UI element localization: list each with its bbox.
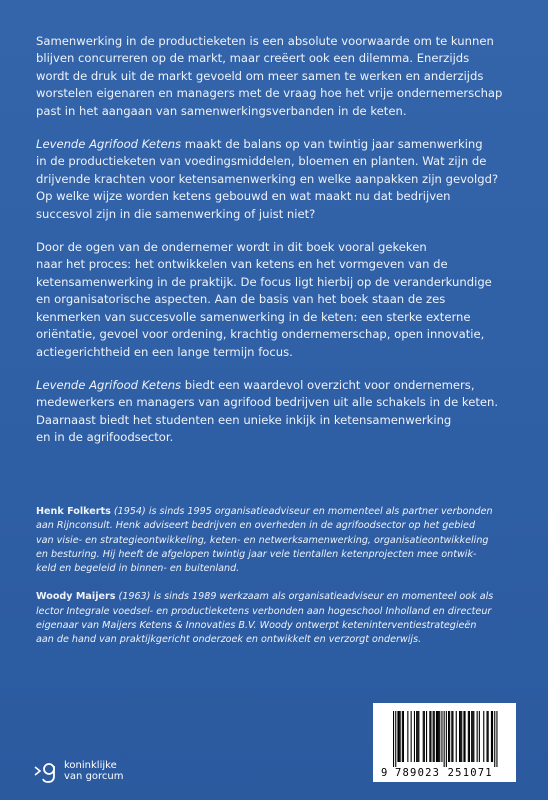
barcode-bar [459, 711, 460, 762]
barcode-bar [479, 711, 480, 762]
barcode-bar [411, 711, 412, 762]
paragraph-balance-text: maakt de balans op van twintig jaar samenwerking in de productieketen van voedingsmiddelen, bloemen en planten. Wat zijn de drijvende krachten voor ketensamenwerking en welke aanpakken zijn gevolgd? Op welke wijze worden ketens gebouwd en wat maakt nu dat bedrijven succesvol zijn in die samenwerking of juist niet? [36, 137, 499, 221]
book-title: Levende Agrifood Ketens [36, 377, 182, 392]
barcode-bar [438, 711, 439, 762]
barcode-bar [472, 711, 473, 762]
isbn-first-digit: 9 [381, 767, 388, 779]
barcode-bar [492, 711, 493, 762]
barcode-bar [473, 711, 474, 762]
barcode-bar [437, 711, 438, 762]
barcode-bar [494, 711, 495, 767]
paragraph-intro: Samenwerking in de productieketen is een absolute voorwaarde om te kunnen blijven concurreren op de markt, maar creëert ook een dilemma. Enerzijds wordt de druk uit de markt gevoeld om meer samen te werken en anderzijds worstelen eigenaren en managers met de vraag hoe het vrije ondernemerschap past in het aangaan van samenwerkingsverbanden in de keten. [36, 34, 503, 118]
barcode-bar [446, 711, 447, 767]
barcode-bar [471, 711, 472, 762]
barcode-bar [402, 711, 403, 762]
barcode-bar [496, 711, 497, 767]
barcode-bar [452, 711, 453, 762]
barcode-bar [407, 711, 408, 762]
publisher-line-2: van gorcum [64, 771, 124, 782]
author-year: (1963) [115, 591, 154, 603]
isbn-digits: 789023 251071 [395, 767, 493, 779]
publisher-line-1: koninklijke [64, 760, 117, 771]
barcode-bar [488, 711, 489, 762]
barcode-bar [416, 711, 417, 762]
barcode-bar [483, 711, 484, 762]
author-bio-intro: is sinds 1995 organisatieadviseur en momenteel als partner verbonden aan Rijnconsult. [36, 506, 493, 532]
barcode-bar [430, 711, 431, 762]
barcode-bar [449, 711, 450, 762]
barcode-bar [465, 711, 466, 762]
barcode-bars [393, 711, 498, 767]
blurb [36, 33, 516, 447]
van-gorcum-logo-icon [34, 758, 60, 784]
barcode-bar [487, 711, 488, 762]
book-title: Levende Agrifood Ketens [36, 137, 182, 152]
barcode-bar [491, 711, 492, 762]
paragraph-overview-text: biedt een waardevol overzicht voor ondernemers, medewerkers en managers van agrifood bedrijven uit alle schakels in de keten. Daarnaast biedt het studenten een unieke inkijk in ketensamenwerking en in de agrifoodsector. [36, 377, 499, 445]
paragraph-process: Door de ogen van de ondernemer wordt in dit boek vooral gekeken naar het proces: het ontwikkelen van ketens en het vormgeven van de ketensamenwerking in de praktijk. De focus ligt hierbij op de veranderkundige en organisatorische aspecten. Aan de basis van het boek staan de zes kenmerken van succesvolle samenwerking in de keten: een sterke externe oriëntatie, gevoel voor ordening, krachtig ondernemerschap, open innovatie, actiegerichtheid en een lange termijn focus. [36, 240, 492, 359]
barcode-bar [434, 711, 435, 762]
barcode-bar [439, 711, 440, 762]
barcode-bar [403, 711, 404, 762]
barcode-bar [423, 711, 424, 762]
barcode-bar [456, 711, 457, 762]
paragraph-balance [36, 136, 516, 223]
author-bio-folkerts [36, 505, 516, 576]
barcode-bar [444, 711, 445, 767]
barcode-bar [417, 711, 418, 762]
author-year: (1954) [110, 506, 149, 517]
publisher-logo [34, 758, 124, 784]
barcode-bar [461, 711, 462, 762]
barcode-bar [429, 711, 430, 762]
barcode-bar [460, 711, 461, 762]
author-bios [36, 505, 516, 662]
paragraph-overview [36, 377, 516, 447]
barcode-bar [477, 711, 478, 762]
author-bio-maijers [36, 590, 516, 647]
barcode-bar [468, 711, 469, 762]
barcode-bar [414, 711, 415, 762]
barcode-bar [436, 711, 437, 762]
barcode-bar [395, 711, 396, 767]
author-name: Henk Folkerts [36, 506, 111, 517]
barcode-bar [397, 711, 398, 762]
author-bio-text: Henk adviseert bedrijven en overheden in de agrifoodsector op het gebied van visie- en strategieontwikkeling, keten- en netwerksamenwerking, organisatieontwikkeling en besturing. Hij heeft de afgelopen twintig jaar vele tientallen ketenprojecten mee ontwik- keld en begeleid in binnen- en buitenland. [36, 520, 489, 575]
isbn-barcode [373, 703, 516, 782]
barcode-bar [393, 711, 394, 767]
barcode-bar [441, 711, 442, 762]
barcode-bar [399, 711, 400, 762]
barcode-bar [469, 711, 470, 762]
barcode-bar [451, 711, 452, 762]
barcode-bar [400, 711, 401, 762]
author-bio-text: Woody ontwerpt keteninterventiestrategieën aan de hand van praktijkgericht onderzoek en ontwikkelt en verzorgt onderwijs. [36, 620, 477, 646]
barcode-bar [463, 711, 464, 762]
author-bio-intro: is sinds 1989 werkzaam als organisatieadviseur en momenteel ook als lector Integrale voedsel- en productieketens verbonden aan hogeschool Inholland en directeur eigenaar van Maijers Ketens & Innovaties B.V. [36, 591, 494, 632]
barcode-bar [424, 711, 425, 762]
barcode-bar [426, 711, 427, 762]
barcode-bar [418, 711, 419, 762]
publisher-name [64, 760, 124, 782]
barcode-bar [433, 711, 434, 762]
author-name: Woody Maijers [36, 591, 116, 603]
barcode-bar [448, 711, 449, 762]
